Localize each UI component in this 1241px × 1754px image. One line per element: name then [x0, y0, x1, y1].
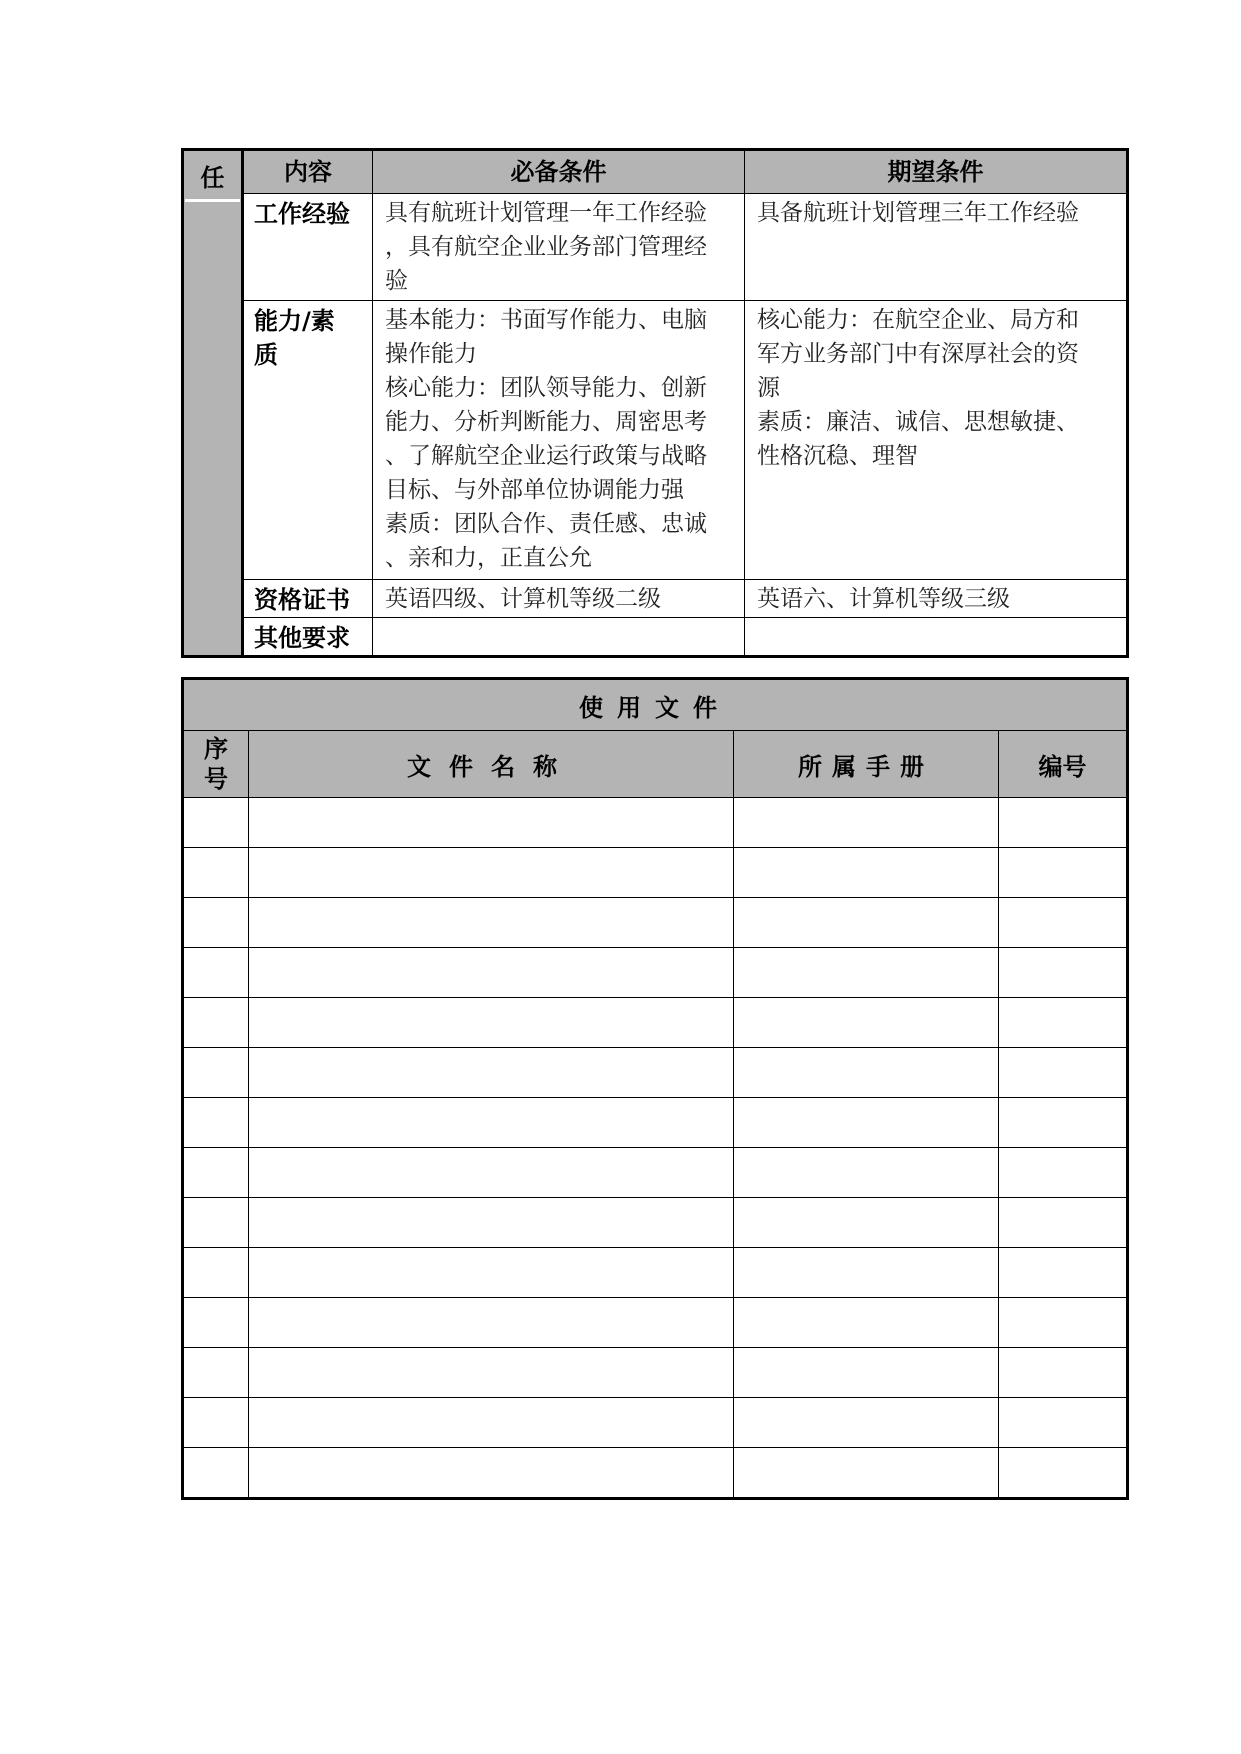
document-code-cell: [999, 1348, 1128, 1398]
document-manual-cell: [734, 1048, 999, 1098]
document-name-cell: [249, 1248, 734, 1298]
requirements-table: [181, 148, 1129, 658]
document-name-cell: [249, 1098, 734, 1148]
requirement-expected-cell: 核心能力：在航空企业、局方和 军方业务部门中有深厚社会的资 源 素质：廉洁、诚信、思想敏捷、 性格沉稳、理智: [745, 301, 1128, 580]
document-name-cell: [249, 948, 734, 998]
document-name-cell: [249, 1298, 734, 1348]
requirement-required-cell: 基本能力：书面写作能力、电脑 操作能力 核心能力：团队领导能力、创新 能力、分析判断能力、周密思考 、了解航空企业运行政策与战略 目标、与外部单位协调能力强 素质：团队合作、责任感、忠诚 、亲和力，正直公允: [373, 301, 745, 580]
requirement-expected-cell: [745, 618, 1128, 657]
document-name-cell: [249, 798, 734, 848]
document-manual-cell: [734, 1348, 999, 1398]
table-row: [183, 1448, 1128, 1499]
side-label-cell: [183, 150, 243, 657]
document-code-cell: [999, 1048, 1128, 1098]
documents-title-row: [183, 679, 1128, 731]
document-code-cell: [999, 798, 1128, 848]
requirement-required-cell: 英语四级、计算机等级二级: [373, 580, 745, 618]
document-seq-cell: [183, 1348, 249, 1398]
requirement-label: 其他要求: [243, 618, 373, 657]
requirement-row-ability: [183, 301, 1128, 580]
document-manual-cell: [734, 998, 999, 1048]
header-required: 必备条件: [373, 150, 745, 194]
requirement-required-cell: 具有航班计划管理一年工作经验 ，具有航空企业业务部门管理经 验: [373, 194, 745, 301]
document-manual-cell: [734, 1198, 999, 1248]
documents-header-row: [183, 731, 1128, 798]
requirements-header-row: [183, 150, 1128, 194]
document-seq-cell: [183, 948, 249, 998]
document-seq-cell: [183, 1098, 249, 1148]
document-code-cell: [999, 1448, 1128, 1499]
document-code-cell: [999, 1148, 1128, 1198]
table-row: [183, 1148, 1128, 1198]
document-seq-cell: [183, 1398, 249, 1448]
document-seq-cell: [183, 1048, 249, 1098]
documents-title: 使用文件: [183, 679, 1128, 731]
document-name-cell: [249, 1348, 734, 1398]
document-seq-cell: [183, 848, 249, 898]
document-manual-cell: [734, 1448, 999, 1499]
document-manual-cell: [734, 1398, 999, 1448]
document-name-cell: [249, 1448, 734, 1499]
document-seq-cell: [183, 1298, 249, 1348]
document-name-cell: [249, 898, 734, 948]
document-manual-cell: [734, 848, 999, 898]
table-row: [183, 1348, 1128, 1398]
document-manual-cell: [734, 798, 999, 848]
document-name-cell: [249, 1048, 734, 1098]
requirement-row-other: [183, 618, 1128, 657]
table-row: [183, 1048, 1128, 1098]
table-row: [183, 848, 1128, 898]
document-name-cell: [249, 1148, 734, 1198]
requirement-label: 能力/素 质: [243, 301, 373, 580]
table-row: [183, 948, 1128, 998]
header-seq-line2: 号: [204, 765, 228, 793]
document-manual-cell: [734, 1098, 999, 1148]
header-content: 内容: [243, 150, 373, 194]
side-label: 任: [185, 161, 240, 202]
document-seq-cell: [183, 1248, 249, 1298]
requirement-row-experience: [183, 194, 1128, 301]
document-code-cell: [999, 1248, 1128, 1298]
documents-body: [183, 798, 1128, 1499]
table-row: [183, 1098, 1128, 1148]
document-name-cell: [249, 998, 734, 1048]
document-manual-cell: [734, 948, 999, 998]
header-code: 编号: [999, 731, 1128, 798]
requirement-row-certificate: [183, 580, 1128, 618]
document-seq-cell: [183, 998, 249, 1048]
document-seq-cell: [183, 898, 249, 948]
document-code-cell: [999, 1098, 1128, 1148]
document-code-cell: [999, 998, 1128, 1048]
header-seq-line1: 序: [204, 735, 228, 763]
header-file-name: 文件名称: [249, 731, 734, 798]
header-expected: 期望条件: [745, 150, 1128, 194]
header-seq: [183, 731, 249, 798]
document-seq-cell: [183, 798, 249, 848]
requirement-label: 工作经验: [243, 194, 373, 301]
table-row: [183, 798, 1128, 848]
document-manual-cell: [734, 1248, 999, 1298]
document-name-cell: [249, 848, 734, 898]
table-row: [183, 1398, 1128, 1448]
document-manual-cell: [734, 1148, 999, 1198]
document-seq-cell: [183, 1448, 249, 1499]
document-code-cell: [999, 1298, 1128, 1348]
document-seq-cell: [183, 1198, 249, 1248]
document-code-cell: [999, 1198, 1128, 1248]
table-row: [183, 998, 1128, 1048]
table-row: [183, 1248, 1128, 1298]
document-name-cell: [249, 1198, 734, 1248]
requirement-expected-cell: 具备航班计划管理三年工作经验: [745, 194, 1128, 301]
document-code-cell: [999, 898, 1128, 948]
document-manual-cell: [734, 1298, 999, 1348]
document-manual-cell: [734, 898, 999, 948]
document-name-cell: [249, 1398, 734, 1448]
requirement-expected-cell: 英语六、计算机等级三级: [745, 580, 1128, 618]
table-row: [183, 898, 1128, 948]
table-row: [183, 1298, 1128, 1348]
document-seq-cell: [183, 1148, 249, 1198]
document-code-cell: [999, 948, 1128, 998]
document-code-cell: [999, 848, 1128, 898]
document-code-cell: [999, 1398, 1128, 1448]
documents-table: [181, 677, 1129, 1500]
requirement-label: 资格证书: [243, 580, 373, 618]
table-row: [183, 1198, 1128, 1248]
requirement-required-cell: [373, 618, 745, 657]
header-manual: 所属手册: [734, 731, 999, 798]
